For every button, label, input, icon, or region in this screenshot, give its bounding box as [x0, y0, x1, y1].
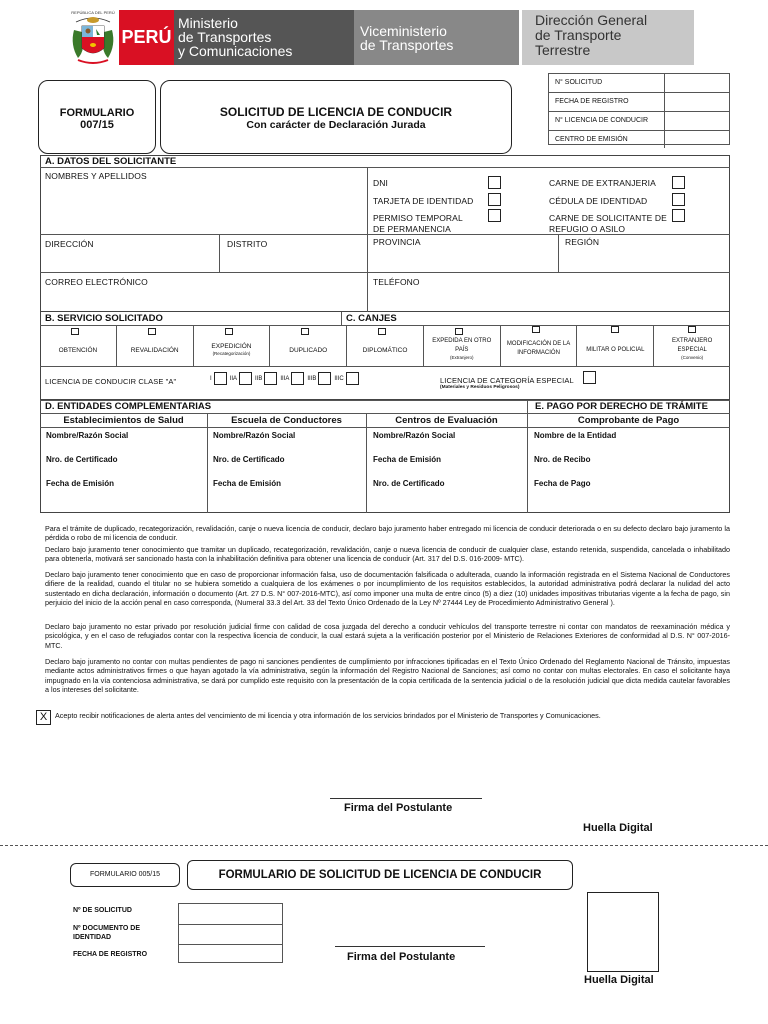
class-a-options: [210, 372, 359, 385]
declaration-paragraph: Declaro bajo juramento tener conocimiento que en caso de proporcionar información falsa, uso de documentación falsificada o adulterada, cuando la información registrada en el Sistema Nacional de Conductores difiere de la realidad, cuando el titular no se hubiera sometido a cualquiera de los exámenes o por incumplimiento de los requisitos establecidos, la autoridad administrativa podrá declarar la nulidad del acto sustentado en dicha declaración, información o documento (Art. 27 D.S. N° 007-2016-MTC), así como imponer una multa de entre cinco (5) a diez (10) unidades impositivas tributarias vigente a la fecha de pago, sin perjuicio del inicio de la acción penal en caso corresponda, (Numeral 33.3 del Art. 33 del Texto Único Ordenado de la Ley Nº 27444 Ley de Procedimiento Administrativo General ).: [45, 570, 730, 608]
doc-permiso-label-2: DE PERMANENCIA: [373, 224, 451, 234]
stub-signature-line: [335, 946, 485, 947]
divider: [207, 413, 208, 513]
region-label: REGIÓN: [565, 237, 600, 247]
registry-row: [549, 112, 729, 131]
registry-row: [549, 74, 729, 93]
class-a-label: LICENCIA DE CONDUCIR CLASE "A": [45, 377, 177, 386]
form-code-title: FORMULARIO: [59, 107, 135, 119]
doc-carne-checkbox[interactable]: [672, 176, 685, 189]
service-cell[interactable]: [347, 326, 424, 366]
divider: [40, 413, 730, 414]
class-option-checkbox[interactable]: [346, 372, 359, 385]
doc-dni-label: DNI: [373, 178, 388, 188]
service-cell[interactable]: [270, 326, 347, 366]
doc-permiso-label: PERMISO TEMPORAL: [373, 213, 463, 223]
class-option-checkbox[interactable]: [239, 372, 252, 385]
registry-label: FECHA DE REGISTRO: [549, 93, 665, 111]
section-d-title: D. ENTIDADES COMPLEMENTARIAS: [45, 401, 212, 412]
registry-label: CENTRO DE EMISIÓN: [549, 131, 665, 148]
entity-field-label: Nombre/Razón Social: [46, 431, 129, 440]
names-label: NOMBRES Y APELLIDOS: [45, 171, 147, 181]
stub-fields-box: [178, 903, 283, 963]
service-label: MODIFICACIÓN DE LA INFORMACIÓN: [506, 341, 571, 356]
entity-header: Establecimientos de Salud: [63, 415, 184, 426]
registry-label: N° LICENCIA DE CONDUCIR: [549, 112, 665, 130]
services-row: [40, 326, 730, 366]
service-label: OBTENCIÓN: [58, 347, 98, 354]
service-label: DUPLICADO: [289, 347, 328, 354]
fingerprint-label: Huella Digital: [583, 822, 653, 834]
vice-line-2: de Transportes: [360, 37, 454, 53]
cut-line: [0, 845, 768, 846]
entity-field-label: Fecha de Emisión: [213, 479, 282, 488]
form-code-box: [38, 80, 156, 154]
service-sublabel: (Recategorización): [212, 351, 251, 356]
service-sublabel: (Convenio): [681, 355, 704, 360]
service-checkbox[interactable]: [378, 328, 386, 335]
service-cell[interactable]: [194, 326, 271, 366]
signature-label: Firma del Postulante: [344, 802, 453, 814]
seal-text: REPÚBLICA DEL PERÚ: [71, 10, 115, 15]
doc-cedula-checkbox[interactable]: [672, 193, 685, 206]
ministry-line-2: de Transportes: [178, 29, 272, 45]
registry-row: [549, 93, 729, 112]
service-label: EXPEDICIÓN: [211, 343, 252, 350]
service-checkbox[interactable]: [455, 328, 463, 335]
entity-field-label: Nombre/Razón Social: [213, 431, 296, 440]
stub-field-label: Nº DE SOLICITUD: [73, 907, 132, 914]
direction-block: [522, 10, 694, 65]
class-option-checkbox[interactable]: [318, 372, 331, 385]
registry-row: [549, 131, 729, 148]
class-option-label: IIIC: [334, 375, 344, 382]
service-cell[interactable]: [424, 326, 501, 366]
section-a-title: A. DATOS DEL SOLICITANTE: [45, 156, 177, 167]
class-option-checkbox[interactable]: [291, 372, 304, 385]
ministry-line-1: Ministerio: [178, 15, 238, 31]
divider: [219, 234, 220, 272]
ministry-line-3: y Comunicaciones: [178, 43, 293, 59]
doc-dni-checkbox[interactable]: [488, 176, 501, 189]
entity-field-label: Nro. de Certificado: [373, 479, 445, 488]
registry-value-field[interactable]: [665, 112, 729, 130]
service-label: DIPLOMÁTICO: [362, 347, 408, 354]
signature-line: [330, 798, 482, 799]
stub-signature-label: Firma del Postulante: [347, 951, 456, 963]
divider: [40, 234, 730, 235]
telefono-label: TELÉFONO: [373, 277, 420, 287]
service-label: EXTRANJERO ESPECIAL: [671, 338, 713, 353]
stub-fingerprint-label: Huella Digital: [584, 974, 654, 986]
stub-code-box: FORMULARIO 005/15: [70, 863, 180, 887]
direction-line-1: Dirección General: [535, 12, 648, 28]
class-option-checkbox[interactable]: [264, 372, 277, 385]
vice-line-1: Viceministerio: [360, 23, 447, 39]
class-option-label: IIIA: [280, 375, 290, 382]
service-checkbox[interactable]: [301, 328, 309, 335]
doc-tarjeta-checkbox[interactable]: [488, 193, 501, 206]
entity-header: Centros de Evaluación: [395, 415, 498, 426]
entity-field-label: Fecha de Emisión: [373, 455, 442, 464]
service-checkbox[interactable]: [71, 328, 79, 335]
entity-field-label: Nro. de Certificado: [213, 455, 285, 464]
service-checkbox[interactable]: [688, 326, 696, 333]
declaration-paragraph: Para el trámite de duplicado, recategorización, revalidación, canje o nueva licencia de conducir, declaro bajo juramento haber entregado mi licencia de conducir deteriorada o en su defecto declaro bajo juramento la pérdida o robo de mi licencia de conducir.: [45, 524, 730, 543]
stub-field-label: FECHA DE REGISTRO: [73, 951, 148, 958]
service-cell[interactable]: [40, 326, 117, 366]
registry-value-field[interactable]: [665, 93, 729, 111]
divider: [40, 272, 730, 273]
doc-permiso-checkbox[interactable]: [488, 209, 501, 222]
direction-line-3: Terrestre: [535, 42, 591, 58]
fingerprint-box[interactable]: [587, 892, 659, 972]
service-checkbox[interactable]: [148, 328, 156, 335]
service-label: MILITAR O POLICIAL: [586, 347, 645, 353]
consent-text: Acepto recibir notificaciones de alerta antes del vencimiento de mi licencia y otra información de los servicios brindados por el Ministerio de Transportes y Comunicaciones.: [55, 711, 601, 720]
service-cell[interactable]: [501, 326, 578, 366]
names-field[interactable]: [40, 170, 365, 232]
registry-label: N° SOLICITUD: [549, 74, 665, 92]
special-sublabel: (Materiales y Residuos Peligrosos): [440, 385, 520, 390]
divider: [558, 234, 559, 272]
doc-refugio-label-2: REFUGIO O ASILO: [549, 224, 626, 234]
entity-field-label: Nro. de Certificado: [46, 455, 118, 464]
entity-field-label: Nombre/Razón Social: [373, 431, 456, 440]
direccion-label: DIRECCIÓN: [45, 239, 94, 249]
entity-field-label: Nro. de Recibo: [534, 455, 591, 464]
declaration-paragraph: Declaro bajo juramento no contar con multas pendientes de pago ni sanciones pendientes de cumplimiento por infracciones tipificadas en el Texto Único Ordenado del Reglamento Nacional de Tránsito, impuestas mediante actos administrativos firmes o que hayan agotado la vía administrativa, según la información del Registro Nacional de Sanciones; así como no contar con multas electorales. En caso el solicitante haya impugnado en la vía contenciosa administrativa, se dará por cumplido este requisito con la presentación de la copia certificada de la sentencia judicial o de la resolución judicial que dicta medida cautelar favorables a los intereses del solicitante.: [45, 657, 730, 695]
registry-value-field[interactable]: [665, 131, 729, 148]
peru-flag-label: PERÚ: [119, 10, 174, 65]
service-sublabel: (Extranjero): [450, 355, 474, 360]
entity-field-label: Fecha de Pago: [534, 479, 591, 488]
form-title: SOLICITUD DE LICENCIA DE CONDUCIR: [219, 105, 453, 119]
service-cell[interactable]: [117, 326, 194, 366]
stub-title-box: FORMULARIO DE SOLICITUD DE LICENCIA DE CONDUCIR: [187, 860, 573, 890]
form-title-box: [160, 80, 512, 154]
doc-cedula-label: CÉDULA DE IDENTIDAD: [549, 196, 648, 206]
entity-field-label: Nombre de la Entidad: [534, 431, 617, 440]
distrito-label: DISTRITO: [227, 239, 268, 249]
entity-header: Escuela de Conductores: [231, 415, 342, 426]
stub-fecha-field[interactable]: [179, 945, 282, 964]
special-checkbox[interactable]: [583, 371, 596, 384]
form-subtitle: Con carácter de Declaración Jurada: [246, 119, 426, 131]
divider: [40, 427, 730, 428]
service-cell[interactable]: [654, 326, 730, 366]
consent-checkbox[interactable]: X: [36, 710, 51, 725]
registry-value-field[interactable]: [665, 74, 729, 92]
stub-documento-field[interactable]: [179, 925, 282, 945]
registry-table: [548, 73, 730, 145]
class-option-label: IIA: [229, 375, 238, 382]
service-checkbox[interactable]: [532, 326, 540, 333]
doc-refugio-label: CARNE DE SOLICITANTE DE: [549, 213, 667, 223]
service-cell[interactable]: [577, 326, 654, 366]
section-b-title: B. SERVICIO SOLICITADO: [45, 313, 163, 324]
divider: [40, 366, 730, 367]
vice-ministry-block: [354, 10, 519, 65]
service-checkbox[interactable]: [225, 328, 233, 335]
special-label: LICENCIA DE CATEGORÍA ESPECIAL: [440, 376, 574, 385]
divider: [367, 168, 368, 312]
correo-label: CORREO ELECTRÓNICO: [45, 277, 148, 287]
form-code-number: 007/15: [80, 119, 114, 131]
service-label: EXPEDIDA EN OTRO PAÍS: [432, 338, 492, 353]
stub-solicitud-field[interactable]: [179, 904, 282, 925]
section-e-title: E. PAGO POR DERECHO DE TRÁMITE: [535, 401, 708, 412]
doc-tarjeta-label: TARJETA DE IDENTIDAD: [373, 196, 474, 206]
ministry-block: [174, 10, 354, 65]
declaration-paragraph: Declaro bajo juramento tener conocimiento que tramitar un duplicado, recategorización, revalidación, canje o nueva licencia de conducir de cualquier clase, estando retenida, suspendida, cancelada o inhabilitado para obtenerla, motivará ser sancionado hasta con la inhabilitación definitiva para obtener una licencia de conducir (Art. 317 del D.S. 016-2009- MTC).: [45, 545, 730, 564]
section-c-title: C. CANJES: [346, 313, 397, 324]
provincia-label: PROVINCIA: [373, 237, 421, 247]
stub-field-label: Nº DOCUMENTO DE IDENTIDAD: [73, 925, 140, 941]
service-label: REVALIDACIÓN: [130, 347, 179, 354]
declaration-paragraph: Declaro bajo juramento no estar privado por resolución judicial firme con calidad de cosa juzgada del derecho a conducir vehículos del transporte terrestre ni contar con mandatos de reexaminación médica y psicológica, y en el caso de refugiados contar con la respectiva licencia de conducir, la cual estará sujeta a la verificación posterior por el Ministerio de Relaciones Exteriores de conformidad al D.S. N° 007-2016-MTC.: [45, 622, 730, 650]
coat-of-arms-logo: [68, 10, 118, 65]
divider: [366, 413, 367, 513]
class-option-label: IIIB: [307, 375, 317, 382]
divider: [40, 167, 730, 168]
doc-refugio-checkbox[interactable]: [672, 209, 685, 222]
divider: [341, 312, 342, 325]
class-option-checkbox[interactable]: [214, 372, 227, 385]
doc-carne-label: CARNE DE EXTRANJERIA: [549, 178, 656, 188]
entity-field-label: Fecha de Emisión: [46, 479, 115, 488]
class-option-label: IIB: [255, 375, 263, 382]
service-checkbox[interactable]: [611, 326, 619, 333]
class-option-label: I: [210, 375, 212, 382]
direction-line-2: de Transporte: [535, 27, 622, 43]
entity-header: Comprobante de Pago: [577, 415, 680, 426]
